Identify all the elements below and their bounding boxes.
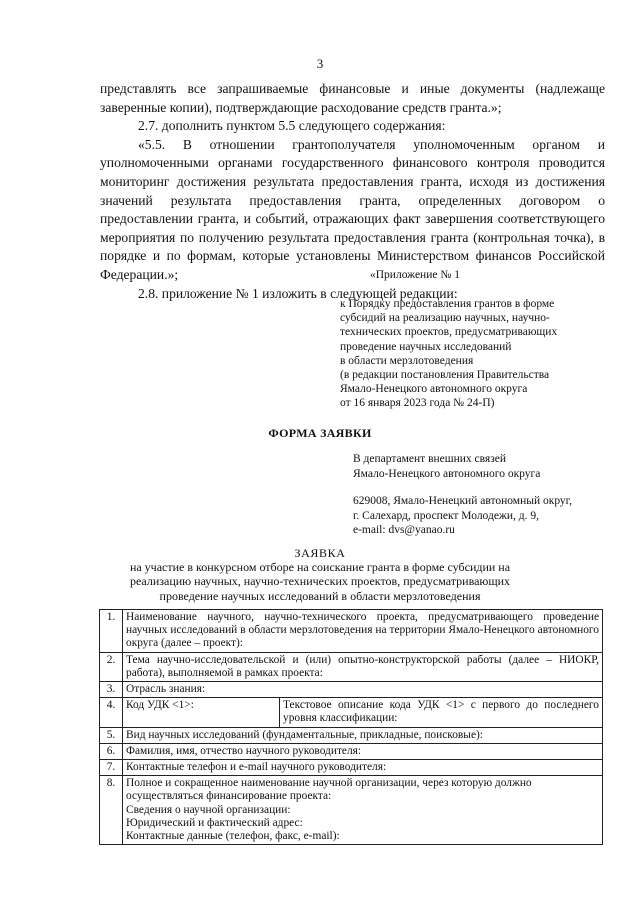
- row-number: 6.: [100, 743, 123, 759]
- table-row: [100, 682, 603, 698]
- row-number: 3.: [100, 682, 123, 698]
- paragraph-continuation: представлять все запрашиваемые финансовые и иные документы (надлежаще заверенные копии), подтверждающие расходование средств гранта.»;: [100, 81, 605, 115]
- udk-code-cell: Код УДК <1>:: [123, 698, 280, 727]
- udk-description-cell: Текстовое описание кода УДК <1> с первого до последнего уровня классификации:: [280, 698, 603, 727]
- annex-block: [340, 297, 610, 411]
- paragraph-2-8: 2.8. приложение № 1 изложить в следующей редакции:: [138, 285, 458, 301]
- postal-address-block: [353, 494, 572, 538]
- paragraph-2-7: 2.7. дополнить пунктом 5.5 следующего содержания:: [138, 118, 446, 134]
- row-line: Полное и сокращенное наименование научной организации, через которую должно осуществляться финансирование проекта:: [126, 777, 532, 803]
- application-table: [99, 609, 603, 845]
- row-text: Тема научно-исследовательской и (или) опытно-конструкторской работы (далее – НИОКР, работа), выполняемой в рамках проекта:: [123, 652, 603, 681]
- email-line: e-mail: dvs@yanao.ru: [353, 524, 455, 537]
- row-text-multiline: [123, 776, 603, 845]
- row-number: 2.: [100, 652, 123, 681]
- addressee-block: [353, 452, 540, 481]
- annex-heading: «Приложение № 1: [370, 269, 460, 281]
- application-title: ЗАЯВКА: [294, 546, 346, 560]
- application-subtitle-line: реализацию научных, научно-технических проектов, предусматривающих: [129, 574, 511, 589]
- row-line: Сведения о научной организации:: [126, 803, 291, 816]
- annex-line: в области мерзлотоведения: [340, 354, 474, 367]
- row-line: Контактные данные (телефон, факс, e-mail):: [126, 830, 340, 843]
- table-row: [100, 727, 603, 743]
- row-text: Вид научных исследований (фундаментальные, прикладные, поисковые):: [123, 727, 603, 743]
- row-text: Контактные телефон и e-mail научного руководителя:: [123, 760, 603, 776]
- annex-line: к Порядку предоставления грантов в форме: [340, 298, 555, 310]
- row-number: 8.: [100, 776, 123, 845]
- application-subtitle-line: проведение научных исследований в области мерзлотоведения: [159, 588, 481, 603]
- annex-line: проведение научных исследований: [340, 340, 512, 353]
- page-number: 3: [316, 56, 324, 71]
- postal-line: г. Салехард, проспект Молодежи, д. 9,: [353, 509, 540, 522]
- table-row: [100, 776, 603, 845]
- table-row: [100, 610, 603, 653]
- row-number: 4.: [100, 698, 123, 727]
- row-line: Юридический и фактический адрес:: [126, 816, 303, 829]
- postal-line: 629008, Ямало-Ненецкий автономный округ,: [353, 495, 572, 507]
- application-heading: [0, 546, 640, 603]
- annex-line: Ямало-Ненецкого автономного округа: [340, 383, 528, 396]
- application-subtitle-line: на участие в конкурсном отборе на соискание гранта в форме субсидии на: [129, 560, 511, 575]
- annex-line: технических проектов, предусматривающих: [340, 326, 558, 339]
- paragraph-5-5: «5.5. В отношении грантополучателя уполномоченным органом и уполномоченными органами государственного финансового контроля проводится мониторинг достижения результата предоставления гранта, исходя из достижения значений результата предоставления гранта, определенных договором о предоставлении гранта, и событий, отражающих факт завершения соответствующего мероприятия по получению результата предоставления гранта (контрольная точка), в порядке и по формам, которые установлены Министерством финансов Российской Федерации.»;: [100, 136, 605, 282]
- form-title: ФОРМА ЗАЯВКИ: [268, 426, 372, 440]
- addressee-line: В департамент внешних связей: [353, 453, 507, 465]
- annex-line: от 16 января 2023 года № 24-П): [340, 397, 495, 410]
- row-number: 1.: [100, 610, 123, 653]
- annex-line: субсидий на реализацию научных, научно-: [340, 312, 550, 325]
- addressee-line: Ямало-Ненецкого автономного округа: [353, 467, 541, 480]
- row-text: Наименование научного, научно-технического проекта, предусматривающего проведение научных исследований в области мерзлотоведения на территории Ямало-Ненецкого автономного округа (далее – проект):: [123, 610, 603, 653]
- row-number: 7.: [100, 760, 123, 776]
- row-text: Фамилия, имя, отчество научного руководителя:: [123, 743, 603, 759]
- table-row: [100, 743, 603, 759]
- table-row: [100, 698, 603, 727]
- row-text: Отрасль знания:: [123, 682, 603, 698]
- annex-line: (в редакции постановления Правительства: [340, 369, 550, 382]
- table-row: [100, 652, 603, 681]
- row-number: 5.: [100, 727, 123, 743]
- table-row: [100, 760, 603, 776]
